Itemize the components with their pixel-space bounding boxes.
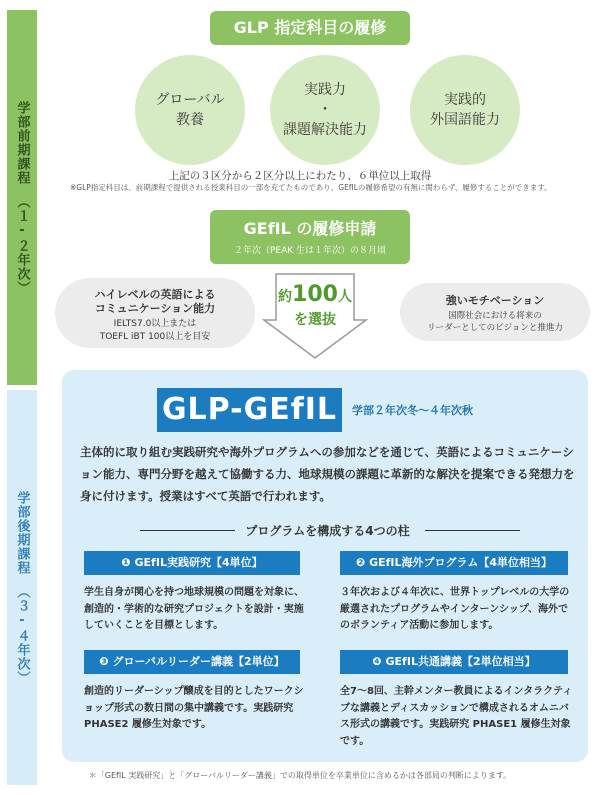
selection-label: を選抜 [294,312,336,328]
pillar-1-description: 学生自身が関心を持つ地球規模の問題を対象に、創造的・学術的な研究プロジェクトを設計・実施していくことを目標とします。 [84,587,304,631]
circle-foreign-language [410,55,520,165]
selection-count [262,282,368,329]
motivation-heading: 強いモチベーション [445,294,545,307]
circle-practical-skills [270,55,380,165]
circle-global-liberal-arts [135,55,245,165]
pillar-4-title: ❹ GEfIL共通講義【2単位相当】 [340,650,568,674]
footer-note: ＊「GEfIL 実践研究」と「グローバルリーダー講義」での取得単位を卒業単位に含めるかは各部局の判断によります。 [88,771,512,780]
program-intro: 主体的に取り組む実践研究や海外プログラムへの参加などを通じて、英語によるコミュニケーション能力、専門分野を越えて協働する力、地球規模の課題に革新的な解決を提案できる発想力を身に付けます。授業はすべて英語で行われます。 [80,445,575,503]
pillars-heading [80,522,575,538]
motivation-bubble [400,283,590,341]
late-course-years: （３-４年次） [14,584,30,685]
program-period: 学部２年次冬〜４年次秋 [352,404,473,417]
selection-number: 100 [292,282,338,307]
about-label: 約 [278,289,293,305]
english-ability-criteria: IELTS7.0以上または TOEFL iBT 100以上を目安 [99,319,211,342]
gefil-application-timing: ２年次（PEAK 生は１年次）の８月頃 [233,246,387,256]
glp-footnote: ※GLP指定科目は、前期課程で提供される授業科目の一部を充てたものであり、GEfILの履修希望の有無に関わらず、履修することができます。 [70,183,552,192]
pillar-2-description: ３年次および４年次に、世界トップレベルの大学の厳選されたプログラムやインターンシップ、海外でのボランティア活動に参加します。 [340,587,570,631]
early-course-main: 学部前期課程 [14,100,30,185]
early-course-years: （１-２年次） [14,194,30,295]
pillar-4-description: 全7〜8回、主幹メンター教員によるインタラクティブな講義とディスカッションで構成されるオムニバス形式の講義です。実践研究 PHASE1 履修生対象です。 [340,686,573,747]
pillar-3-description: 創造的リーダーシップ醸成を目的としたワークショップ形式の数日間の集中講義です。実践研究 PHASE2 履修生対象です。 [84,686,304,730]
pillar-1-title: ❶ GEfIL実践研究【4単位】 [84,551,300,575]
people-unit: 人 [337,289,352,305]
glp-gefil-logo: GLP-GEfIL [157,388,342,432]
early-course-label [7,10,37,385]
english-ability-bubble [55,278,255,348]
late-course-label [7,390,37,785]
motivation-description: 国際社会における将来の リーダーとしてのビジョンと推進力 [427,311,563,333]
pillar-3-title: ❸ グローバルリーダー講義【2単位】 [84,650,300,674]
late-course-main: 学部後期課程 [14,490,30,575]
glp-title: GLP 指定科目の履修 [210,11,410,45]
pillar-2-title: ❷ GEfIL海外プログラム【4単位相当】 [340,551,568,575]
circle-text: グローバル 教養 [155,92,225,128]
circle-text: 実践力 ・ 課題解決能力 [283,82,367,138]
english-ability-heading: ハイレベルの英語による コミュニケーション能力 [94,288,216,315]
credit-requirement: 上記の３区分から２区分以上にわたり、６単位以上取得 [168,170,432,182]
gefil-application [210,210,410,264]
pillars-title: プログラムを構成する4つの柱 [245,524,410,538]
circle-text: 実践的 外国語能力 [430,92,500,128]
gefil-application-title: GEfIL の履修申請 [243,219,377,238]
